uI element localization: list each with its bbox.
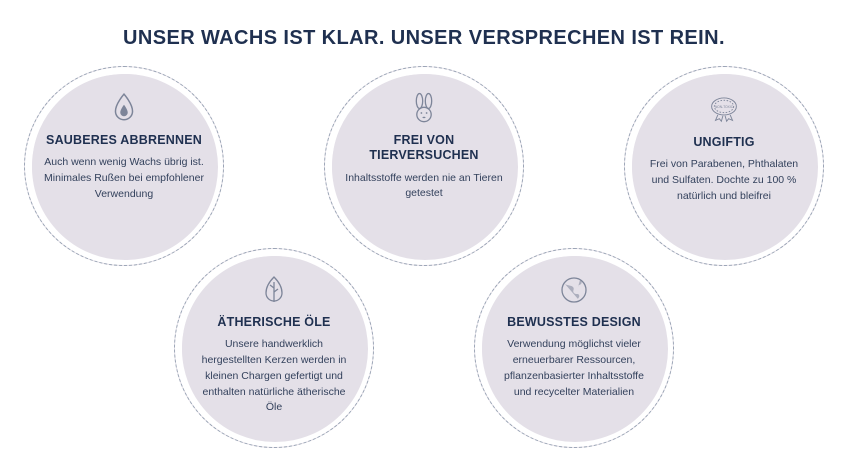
flame-drop-icon: [107, 89, 141, 127]
badge-text: Verwendung möglichst vieler erneuerbarer Ressourcen, pflanzenbasierter Inhaltsstoffe und recycelter Materialien: [504, 338, 644, 398]
leaf-icon: [257, 271, 291, 309]
badge-text: Unsere handwerklich hergestellten Kerzen werden in kleinen Chargen gefertigt und enthalten natürliche ätherische Öle: [201, 338, 347, 414]
badge-title: FREI VON TIERVERSUCHEN: [369, 133, 479, 163]
page-title: UNSER WACHS IST KLAR. UNSER VERSPRECHEN IST REIN.: [123, 27, 725, 50]
feature-badge-ungiftig: [624, 66, 824, 266]
badge-title: SAUBERES ABBRENNEN: [46, 133, 202, 147]
badge-title: BEWUSSTES DESIGN: [507, 315, 641, 329]
svg-text:NON-TOXIC: NON-TOXIC: [714, 105, 734, 109]
badge-title: ÄTHERISCHE ÖLE: [217, 315, 331, 329]
badge-title: UNGIFTIG: [693, 135, 755, 149]
feature-badge-aetherische-oele: [174, 248, 374, 448]
globe-icon: [557, 271, 591, 309]
feature-badge-bewusstes-design: [474, 248, 674, 448]
badge-text: Auch wenn wenig Wachs übrig ist. Minimales Rußen bei empfohlener Verwendung: [44, 156, 204, 200]
feature-badge-sauberes-abbrennen: [24, 66, 224, 266]
badge-text: Inhaltsstoffe werden nie an Tieren getestet: [345, 171, 503, 200]
feature-badge-frei-von-tierversuchen: [324, 66, 524, 266]
seal-badge-icon: [707, 89, 741, 127]
rabbit-icon: [407, 89, 441, 127]
badge-text: Frei von Parabenen, Phthalaten und Sulfaten. Dochte zu 100 % natürlich und bleifrei: [649, 158, 799, 202]
